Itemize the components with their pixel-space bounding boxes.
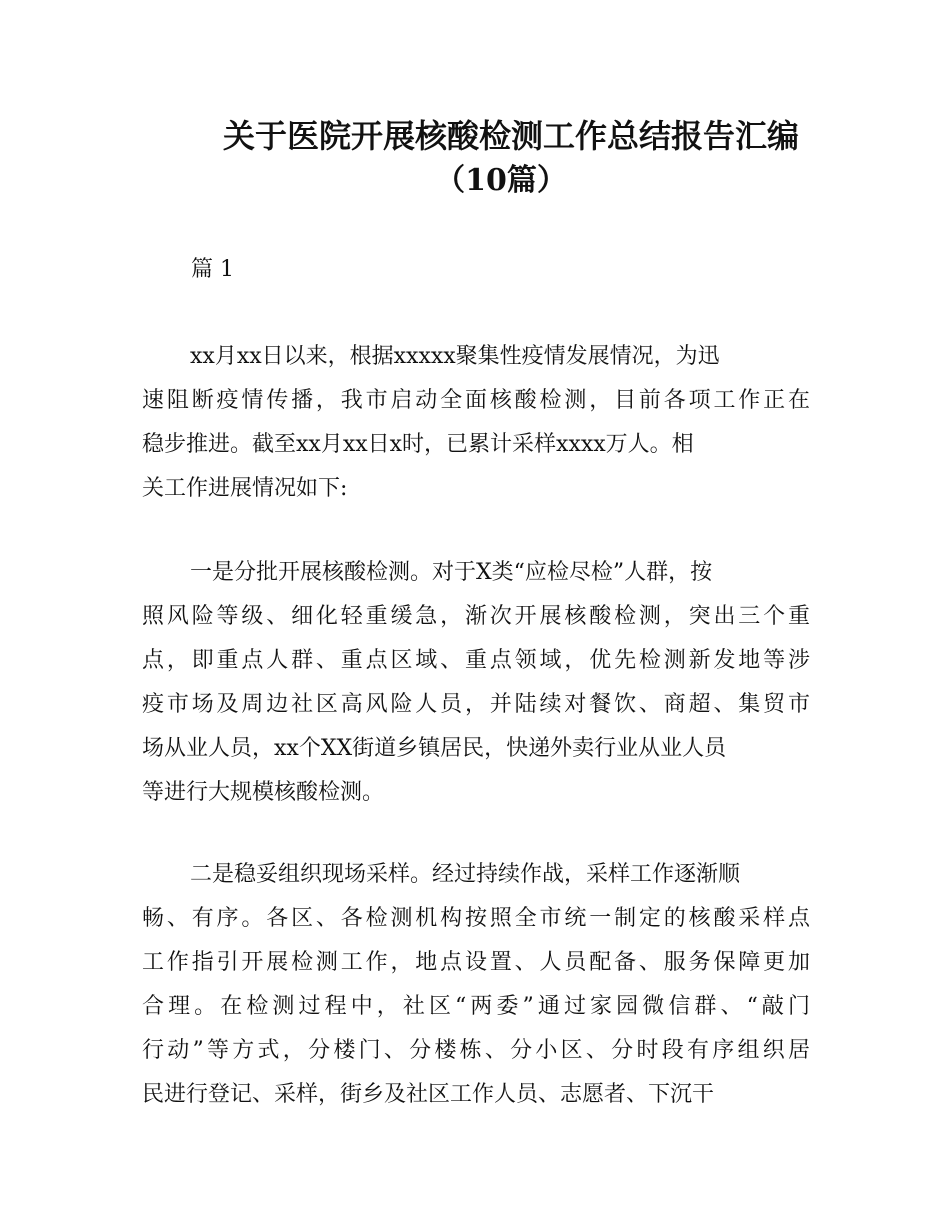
paragraph-line: 合理。在检测过程中，社区“两委”通过家园微信群、“敲门: [142, 994, 810, 1019]
paragraph-line: 二是稳妥组织现场采样。经过持续作战，采样工作逐渐顺: [190, 862, 741, 887]
paragraph-line: 疫市场及周边社区高风险人员，并陆续对餐饮、商超、集贸市: [142, 692, 810, 717]
paragraph-line: 稳步推进。截至xx月xx日x时，已累计采样xxxx万人。相: [142, 432, 694, 457]
paragraph-line: 民进行登记、采样，街乡及社区工作人员、志愿者、下沉干: [142, 1082, 715, 1107]
paragraph-line: 关工作进展情况如下:: [142, 476, 348, 501]
paragraph-line: 照风险等级、细化轻重缓急，渐次开展核酸检测，突出三个重: [142, 604, 810, 629]
paragraph-line: 畅、有序。各区、各检测机构按照全市统一制定的核酸采样点: [142, 906, 810, 931]
paragraph-line: 一是分批开展核酸检测。对于X类“应检尽检”人群，按: [190, 560, 713, 585]
paragraph-line: 行动”等方式，分楼门、分楼栋、分小区、分时段有序组织居: [142, 1038, 810, 1063]
document-title-line2: （10篇）: [435, 163, 567, 198]
paragraph-line: 场从业人员，xx个XX街道乡镇居民，快递外卖行业从业人员: [142, 736, 727, 761]
paragraph-line: xx月xx日以来，根据xxxxx聚集性疫情发展情况，为迅: [190, 344, 720, 369]
paragraph-3: [142, 853, 810, 1117]
paragraph-line: 点，即重点人群、重点区域、重点领域，优先检测新发地等涉: [142, 648, 810, 673]
paragraph-2: [142, 551, 810, 815]
document-title-line1: 关于医院开展核酸检测工作总结报告汇编: [222, 117, 799, 155]
paragraph-line: 等进行大规模核酸检测。: [142, 780, 385, 805]
paragraph-line: 速阻断疫情传播，我市启动全面核酸检测，目前各项工作正在: [142, 388, 810, 413]
paragraph-1: [142, 335, 810, 511]
paragraph-line: 工作指引开展检测工作，地点设置、人员配备、服务保障更加: [142, 950, 810, 975]
section-label: 篇 1: [191, 257, 234, 282]
